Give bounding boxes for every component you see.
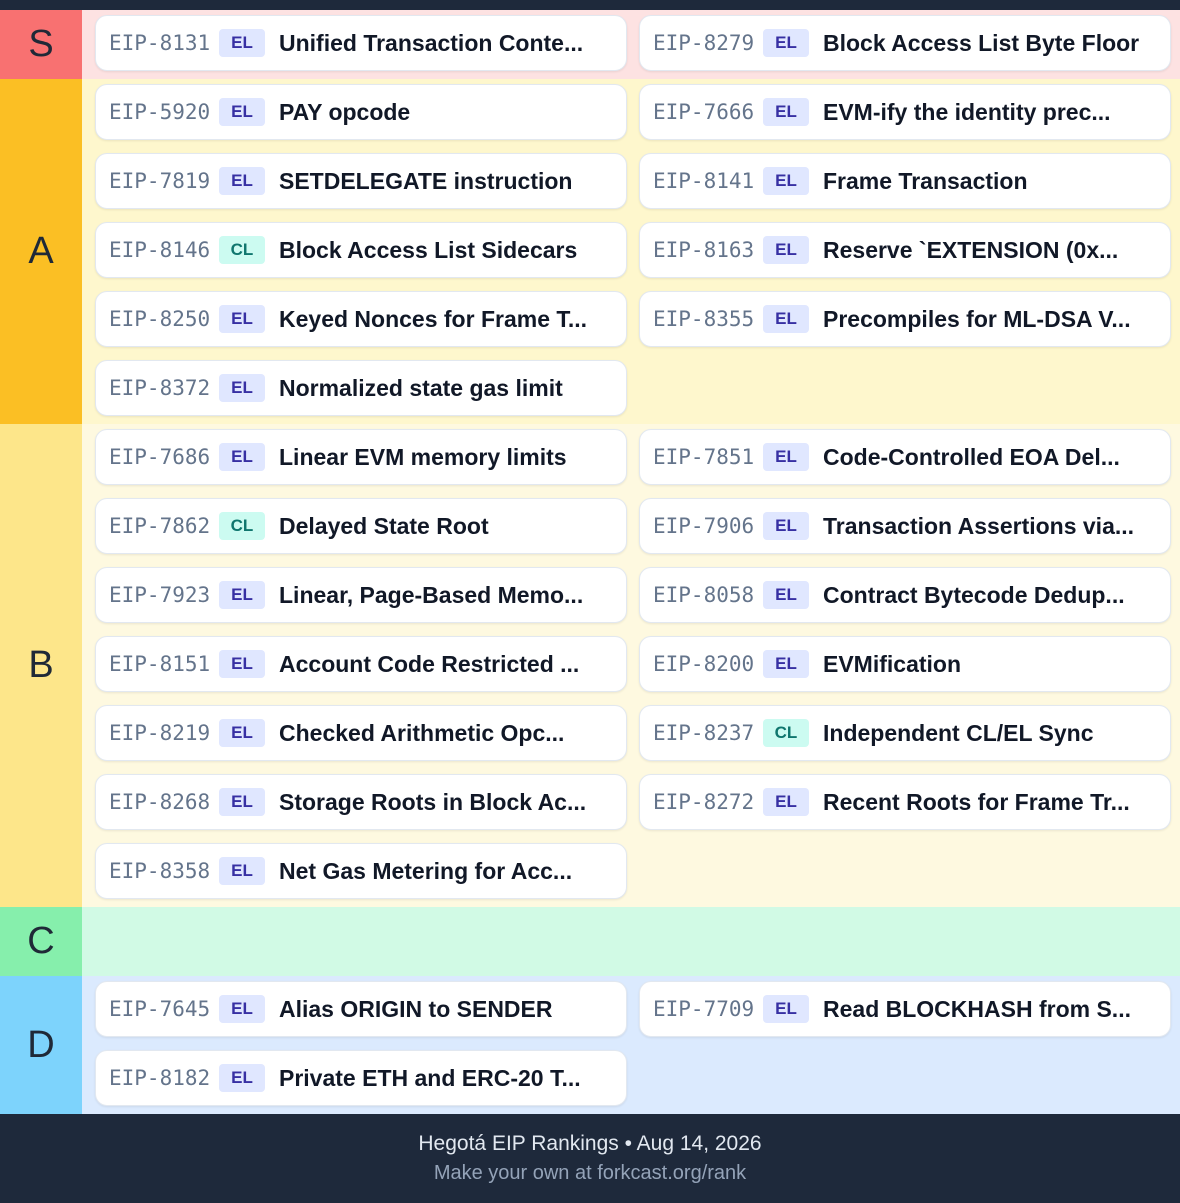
eip-number: EIP-7819 [109, 169, 211, 193]
layer-badge: EL [219, 995, 265, 1023]
eip-title: Transaction Assertions via... [823, 512, 1135, 539]
eip-card[interactable] [95, 15, 627, 71]
eip-title: Net Gas Metering for Acc... [279, 857, 573, 884]
eip-title: Block Access List Byte Floor [823, 29, 1140, 56]
layer-badge: CL [219, 236, 265, 264]
tier-label: A [0, 79, 82, 424]
tier-label: C [0, 907, 82, 976]
eip-title: Private ETH and ERC-20 T... [279, 1064, 581, 1091]
eip-card[interactable] [639, 15, 1171, 71]
eip-number: EIP-8355 [653, 307, 755, 331]
eip-card[interactable] [95, 705, 627, 761]
eip-number: EIP-8200 [653, 652, 755, 676]
eip-number: EIP-7645 [109, 997, 211, 1021]
layer-badge: EL [763, 788, 809, 816]
layer-badge: EL [763, 512, 809, 540]
layer-badge: EL [219, 443, 265, 471]
layer-badge: EL [219, 1064, 265, 1092]
eip-card[interactable] [639, 498, 1171, 554]
eip-card[interactable] [639, 636, 1171, 692]
eip-number: EIP-8131 [109, 31, 211, 55]
eip-title: Alias ORIGIN to SENDER [279, 995, 553, 1022]
top-bar [0, 0, 1180, 10]
eip-title: Recent Roots for Frame Tr... [823, 788, 1130, 815]
eip-title: Frame Transaction [823, 167, 1028, 194]
footer-link[interactable]: Make your own at forkcast.org/rank [433, 1162, 747, 1184]
eip-card[interactable] [95, 84, 627, 140]
eip-title: Block Access List Sidecars [279, 236, 578, 263]
tier-row-s [0, 10, 1180, 79]
eip-card[interactable] [639, 84, 1171, 140]
eip-number: EIP-7686 [109, 445, 211, 469]
eip-number: EIP-8182 [109, 1066, 211, 1090]
eip-number: EIP-8163 [653, 238, 755, 262]
eip-card[interactable] [639, 981, 1171, 1037]
eip-number: EIP-8237 [653, 721, 755, 745]
footer [0, 1114, 1180, 1203]
eip-title: Account Code Restricted ... [279, 650, 580, 677]
layer-badge: EL [763, 98, 809, 126]
eip-title: Linear, Page-Based Memo... [279, 581, 584, 608]
eip-card[interactable] [639, 153, 1171, 209]
eip-title: Contract Bytecode Dedup... [823, 581, 1125, 608]
eip-number: EIP-8372 [109, 376, 211, 400]
eip-number: EIP-7851 [653, 445, 755, 469]
eip-card[interactable] [95, 843, 627, 899]
eip-title: Reserve `EXTENSION (0x... [823, 236, 1119, 263]
layer-badge: EL [219, 98, 265, 126]
eip-title: Linear EVM memory limits [279, 443, 567, 470]
eip-card[interactable] [95, 291, 627, 347]
layer-badge: EL [219, 857, 265, 885]
eip-card[interactable] [95, 567, 627, 623]
eip-number: EIP-5920 [109, 100, 211, 124]
eip-number: EIP-8272 [653, 790, 755, 814]
layer-badge: EL [219, 374, 265, 402]
eip-card[interactable] [639, 774, 1171, 830]
layer-badge: EL [763, 995, 809, 1023]
layer-badge: EL [763, 167, 809, 195]
eip-title: Code-Controlled EOA Del... [823, 443, 1120, 470]
tier-dropzone[interactable] [82, 907, 1180, 976]
tier-dropzone[interactable] [82, 976, 1180, 1114]
eip-card[interactable] [639, 222, 1171, 278]
eip-card[interactable] [95, 1050, 627, 1106]
eip-title: EVM-ify the identity prec... [823, 98, 1111, 125]
eip-title: Keyed Nonces for Frame T... [279, 305, 588, 332]
tier-row-b [0, 424, 1180, 907]
eip-title: Normalized state gas limit [279, 374, 563, 401]
eip-title: Independent CL/EL Sync [823, 719, 1094, 746]
layer-badge: EL [763, 305, 809, 333]
tier-row-a [0, 79, 1180, 424]
layer-badge: EL [219, 650, 265, 678]
layer-badge: EL [219, 167, 265, 195]
eip-card[interactable] [95, 981, 627, 1037]
eip-card[interactable] [95, 429, 627, 485]
eip-number: EIP-8141 [653, 169, 755, 193]
layer-badge: EL [763, 650, 809, 678]
eip-card[interactable] [639, 567, 1171, 623]
eip-title: Storage Roots in Block Ac... [279, 788, 587, 815]
eip-card[interactable] [639, 429, 1171, 485]
eip-card[interactable] [639, 291, 1171, 347]
eip-title: Read BLOCKHASH from S... [823, 995, 1131, 1022]
layer-badge: EL [763, 581, 809, 609]
eip-card[interactable] [95, 636, 627, 692]
tier-label: D [0, 976, 82, 1114]
tier-label: S [0, 10, 82, 79]
layer-badge: CL [763, 719, 809, 747]
layer-badge: EL [219, 719, 265, 747]
tier-dropzone[interactable] [82, 10, 1180, 79]
layer-badge: EL [763, 443, 809, 471]
eip-number: EIP-7906 [653, 514, 755, 538]
eip-card[interactable] [639, 705, 1171, 761]
eip-card[interactable] [95, 498, 627, 554]
layer-badge: EL [219, 29, 265, 57]
tier-label: B [0, 424, 82, 907]
eip-title: Delayed State Root [279, 512, 489, 539]
eip-title: EVMification [823, 650, 962, 677]
tier-row-d [0, 976, 1180, 1114]
eip-title: PAY opcode [279, 98, 411, 125]
eip-number: EIP-8146 [109, 238, 211, 262]
eip-number: EIP-8268 [109, 790, 211, 814]
layer-badge: EL [219, 788, 265, 816]
tier-dropzone[interactable] [82, 79, 1180, 424]
tier-dropzone[interactable] [82, 424, 1180, 907]
eip-title: SETDELEGATE instruction [279, 167, 573, 194]
eip-card[interactable] [95, 360, 627, 416]
eip-number: EIP-8358 [109, 859, 211, 883]
eip-number: EIP-8279 [653, 31, 755, 55]
tier-list [0, 10, 1180, 1114]
eip-number: EIP-7862 [109, 514, 211, 538]
eip-number: EIP-8219 [109, 721, 211, 745]
layer-badge: EL [763, 29, 809, 57]
eip-card[interactable] [95, 774, 627, 830]
eip-number: EIP-7923 [109, 583, 211, 607]
eip-title: Checked Arithmetic Opc... [279, 719, 565, 746]
layer-badge: EL [219, 581, 265, 609]
eip-number: EIP-7709 [653, 997, 755, 1021]
footer-title: Hegotá EIP Rankings • Aug 14, 2026 [418, 1132, 762, 1155]
eip-number: EIP-8058 [653, 583, 755, 607]
eip-card[interactable] [95, 153, 627, 209]
eip-title: Precompiles for ML-DSA V... [823, 305, 1131, 332]
layer-badge: EL [763, 236, 809, 264]
layer-badge: EL [219, 305, 265, 333]
eip-card[interactable] [95, 222, 627, 278]
tier-row-c [0, 907, 1180, 976]
eip-number: EIP-8250 [109, 307, 211, 331]
eip-title: Unified Transaction Conte... [279, 29, 584, 56]
eip-number: EIP-8151 [109, 652, 211, 676]
eip-number: EIP-7666 [653, 100, 755, 124]
layer-badge: CL [219, 512, 265, 540]
